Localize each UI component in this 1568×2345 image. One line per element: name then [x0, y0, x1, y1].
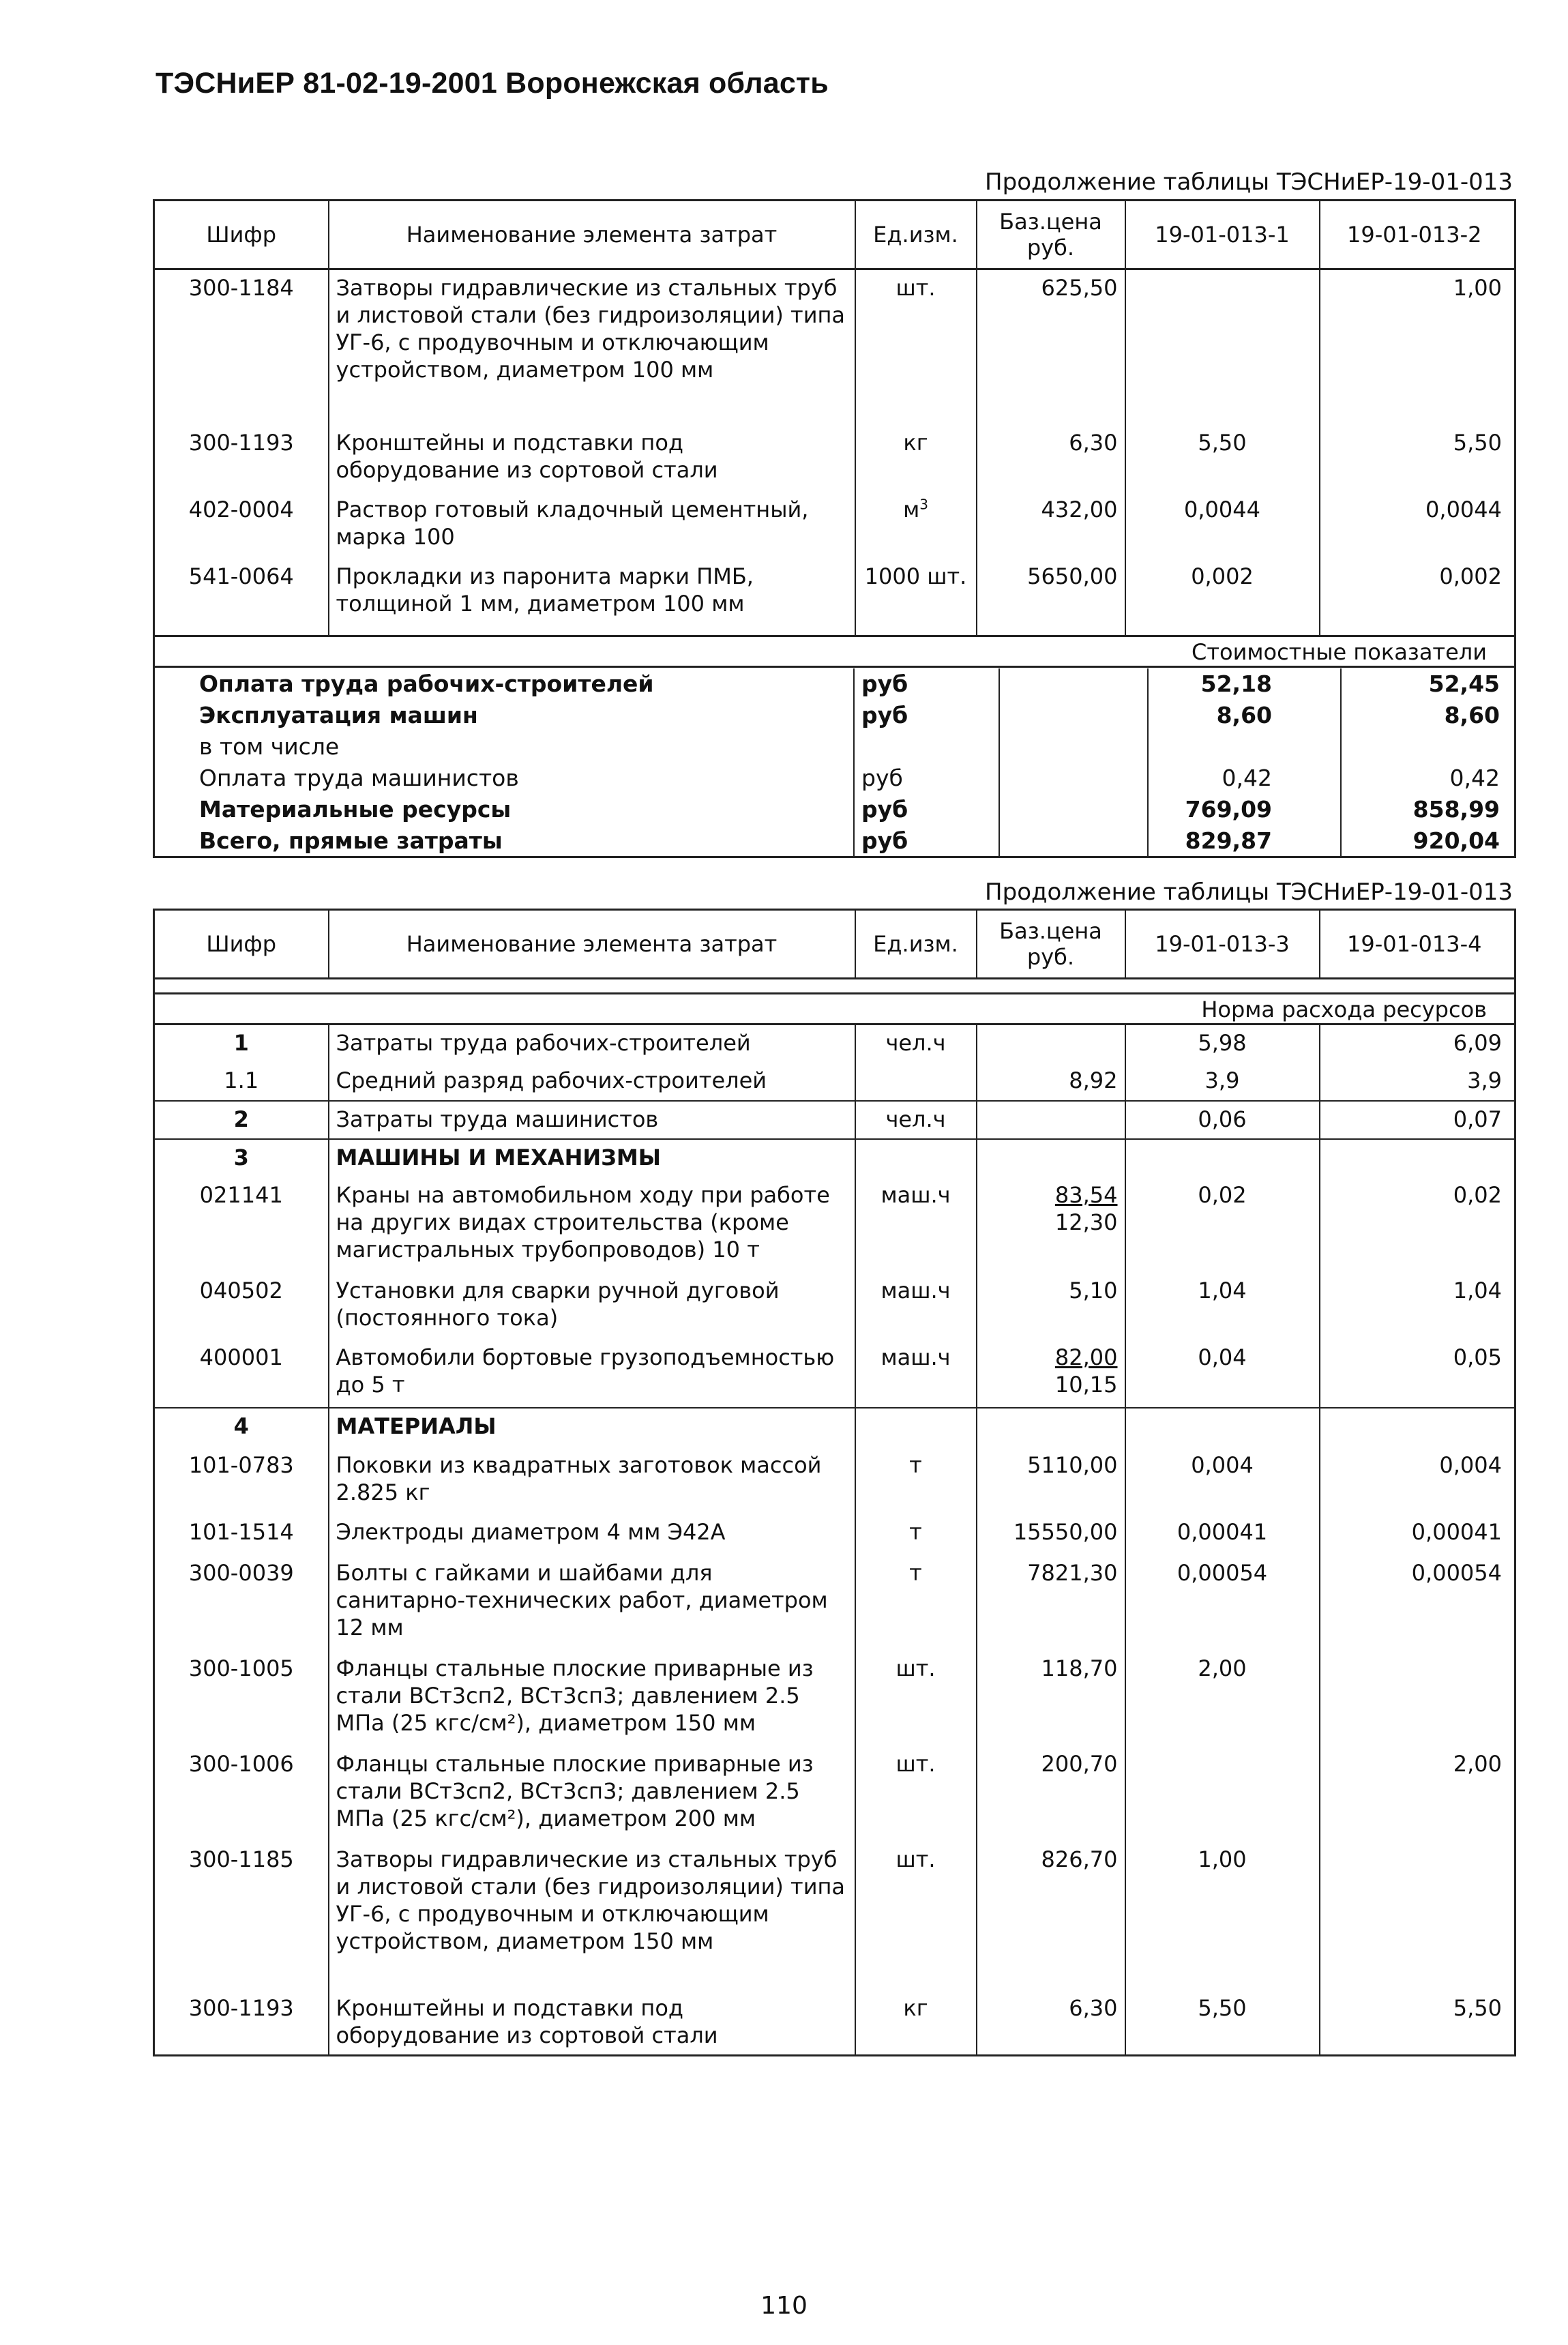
table-row [154, 1514, 1515, 1555]
cell-code: 4 [154, 1408, 329, 1447]
table-row [154, 1177, 1515, 1273]
table-row [154, 1408, 1515, 1447]
cell-code: 3 [154, 1139, 329, 1177]
table1-header-row [154, 201, 1515, 269]
summary-row [155, 668, 1512, 700]
col-code-header: Шифр [154, 910, 329, 979]
cell-code: 101-1514 [188, 1518, 294, 1545]
table-row [154, 1101, 1515, 1139]
cell-name: Средний разряд рабочих-строителей [329, 1063, 855, 1101]
cell-v1: 5,98 [1125, 1024, 1320, 1063]
table-row [154, 1746, 1515, 1842]
summary-row [155, 763, 1512, 794]
cell-v1: 0,00054 [1125, 1555, 1320, 1651]
cell-name: Раствор готовый кладочный цементный, марка 100 [329, 492, 855, 559]
spacer-cell [329, 623, 855, 636]
summary-v1: 829,87 [1148, 825, 1341, 857]
summary-v2: 52,45 [1341, 668, 1512, 700]
summary-v2: 920,04 [1341, 825, 1512, 857]
cell-code: 402-0004 [188, 496, 294, 522]
cell-price: 625,50 [977, 269, 1125, 425]
cell-code: 300-1005 [188, 1655, 294, 1681]
table-row-spacer [154, 979, 1515, 994]
cell-v2: 0,07 [1320, 1101, 1515, 1139]
cell-v1 [1125, 1408, 1320, 1447]
cell-price: 5110,00 [977, 1447, 1125, 1514]
cell-v1: 0,002 [1125, 559, 1320, 623]
cell-unit: маш.ч [855, 1340, 977, 1408]
cell-code: 1 [233, 1030, 249, 1056]
cell-unit: шт. [855, 1746, 977, 1842]
cell-v2: 1,00 [1320, 269, 1515, 425]
cell-v2: 5,50 [1320, 425, 1515, 492]
cell-code: 1.1 [224, 1067, 259, 1093]
cell-v1 [1125, 269, 1320, 425]
cell-name: Автомобили бортовые грузоподъемностью до 5 т [329, 1340, 855, 1408]
cell-name: Прокладки из паронита марки ПМБ, толщиной 1 мм, диаметром 100 мм [329, 559, 855, 623]
cell-code: 300-0039 [188, 1559, 294, 1586]
section-label: Норма расхода ресурсов [154, 994, 1515, 1024]
spacer-cell [154, 979, 1515, 994]
summary-unit: руб [854, 668, 999, 700]
summary-row [155, 731, 1512, 763]
col-code-header: Шифр [154, 201, 329, 269]
summary-v1: 52,18 [1148, 668, 1341, 700]
cell-v2: 0,002 [1320, 559, 1515, 623]
document-title: ТЭСНиЕР 81-02-19-2001 Воронежская область [156, 67, 829, 100]
cell-price: 118,70 [977, 1651, 1125, 1746]
cell-name: Поковки из квадратных заготовок массой 2.825 кг [329, 1447, 855, 1514]
summary-v1: 8,60 [1148, 700, 1341, 731]
table-row-spacer [154, 623, 1515, 636]
summary-v2 [1341, 731, 1512, 763]
table-row [154, 559, 1515, 623]
cell-price [977, 1177, 1125, 1273]
cell-v2 [1320, 1139, 1515, 1177]
cell-name: Электроды диаметром 4 мм Э42А [329, 1514, 855, 1555]
cell-name: Фланцы стальные плоские приварные из стали ВСт3сп2, ВСт3сп3; давлением 2.5 МПа (25 кгс/см²), диаметром 150 мм [329, 1651, 855, 1746]
table-row [154, 269, 1515, 425]
col-v1-header: 19-01-013-3 [1125, 910, 1320, 979]
spacer-cell [977, 623, 1125, 636]
cell-unit: маш.ч [855, 1177, 977, 1273]
cell-name: Затраты труда рабочих-строителей [329, 1024, 855, 1063]
section-bar [154, 636, 1515, 667]
table2-header-row [154, 910, 1515, 979]
summary-unit: руб [854, 700, 999, 731]
cell-code: 021141 [199, 1181, 283, 1208]
cell-price: 5,10 [977, 1273, 1125, 1340]
section-label: Стоимостные показатели [154, 636, 1515, 667]
summary-name: Оплата труда машинистов [199, 765, 519, 791]
cell-v1 [1125, 1139, 1320, 1177]
summary-v1: 0,42 [1148, 763, 1341, 794]
summary-gap [999, 825, 1148, 857]
summary-name: Всего, прямые затраты [199, 827, 503, 854]
cell-v2: 0,00041 [1320, 1514, 1515, 1555]
summary-row [155, 700, 1512, 731]
cell-code: 300-1006 [188, 1750, 294, 1777]
spacer-cell [855, 623, 977, 636]
cell-v2: 0,05 [1320, 1340, 1515, 1408]
cell-code: 2 [154, 1101, 329, 1139]
cell-v1: 1,04 [1125, 1273, 1320, 1340]
summary-table [155, 668, 1512, 857]
summary-unit [854, 731, 999, 763]
cell-v2 [1320, 1842, 1515, 1990]
cell-code: 300-1184 [188, 275, 294, 301]
cell-v1: 5,50 [1125, 1990, 1320, 2056]
col-unit-header: Ед.изм. [855, 201, 977, 269]
summary-v2: 858,99 [1341, 794, 1512, 825]
cell-price [977, 1024, 1125, 1063]
summary-v1 [1148, 731, 1341, 763]
col-price-header: Баз.цена руб. [977, 910, 1125, 979]
col-unit-header: Ед.изм. [855, 910, 977, 979]
table-row [154, 1273, 1515, 1340]
cell-unit: шт. [855, 1651, 977, 1746]
cell-v1 [1125, 1746, 1320, 1842]
cell-v1: 0,06 [1125, 1101, 1320, 1139]
cell-price: 8,92 [977, 1063, 1125, 1101]
col-price-header: Баз.цена руб. [977, 201, 1125, 269]
cell-v2: 0,0044 [1320, 492, 1515, 559]
col-v2-header: 19-01-013-4 [1320, 910, 1515, 979]
cell-name: Кронштейны и подставки под оборудование из сортовой стали [329, 1990, 855, 2056]
table-row [154, 1340, 1515, 1408]
table-row [154, 425, 1515, 492]
cell-name: МАТЕРИАЛЫ [329, 1408, 855, 1447]
cell-code: 300-1193 [188, 1994, 294, 2021]
cell-code: 541-0064 [188, 563, 294, 589]
summary-row [155, 794, 1512, 825]
col-v2-header: 19-01-013-2 [1320, 201, 1515, 269]
unit-superscript: 3 [919, 495, 928, 512]
cell-unit: чел.ч [855, 1101, 977, 1139]
table-row [154, 1842, 1515, 1990]
table2-caption: Продолжение таблицы ТЭСНиЕР-19-01-013 [985, 879, 1513, 906]
cell-name: Болты с гайками и шайбами для санитарно-технических работ, диаметром 12 мм [329, 1555, 855, 1651]
cell-v2: 6,09 [1320, 1024, 1515, 1063]
summary-v1: 769,09 [1148, 794, 1341, 825]
cell-unit: т [855, 1447, 977, 1514]
cell-code: 300-1185 [188, 1846, 294, 1872]
cell-price: 200,70 [977, 1746, 1125, 1842]
table-row [154, 1651, 1515, 1746]
cell-v2: 5,50 [1320, 1990, 1515, 2056]
summary-unit: руб [854, 794, 999, 825]
table2 [153, 909, 1516, 2056]
cell-code: 400001 [199, 1344, 283, 1370]
cell-v1: 0,004 [1125, 1447, 1320, 1514]
cell-price [977, 1139, 1125, 1177]
section-bar [154, 994, 1515, 1024]
table-row [154, 1990, 1515, 2056]
cell-price [977, 1101, 1125, 1139]
cell-unit [855, 1063, 977, 1101]
summary-gap [999, 763, 1148, 794]
summary-row [155, 825, 1512, 857]
cell-price: 432,00 [977, 492, 1125, 559]
cell-price: 5650,00 [977, 559, 1125, 623]
cell-code: 040502 [199, 1277, 283, 1303]
summary-name: Материальные ресурсы [199, 796, 512, 823]
cell-unit: чел.ч [855, 1024, 977, 1063]
cell-v2 [1320, 1651, 1515, 1746]
price-main: 83,54 [1054, 1181, 1118, 1208]
cell-name: Краны на автомобильном ходу при работе на других видах строительства (кроме магистральных трубопроводов) 10 т [329, 1177, 855, 1273]
cell-code: 300-1193 [188, 429, 294, 456]
cell-name: МАШИНЫ И МЕХАНИЗМЫ [329, 1139, 855, 1177]
cell-v1: 0,0044 [1125, 492, 1320, 559]
cell-v1: 3,9 [1125, 1063, 1320, 1101]
col-name-header: Наименование элемента затрат [329, 201, 855, 269]
summary-v2: 8,60 [1341, 700, 1512, 731]
summary-unit: руб [854, 825, 999, 857]
cell-v1: 0,00041 [1125, 1514, 1320, 1555]
summary-gap [999, 668, 1148, 700]
summary-gap [999, 794, 1148, 825]
cell-price: 15550,00 [977, 1514, 1125, 1555]
table-row [154, 1024, 1515, 1063]
cell-unit: 1000 шт. [855, 559, 977, 623]
cell-name: Затворы гидравлические из стальных труб и листовой стали (без гидроизоляции) типа УГ-6, с продувочным и отключающим устройством, диаметром 150 мм [329, 1842, 855, 1990]
cell-v2 [1320, 1408, 1515, 1447]
summary-unit: руб [854, 763, 999, 794]
cell-unit: т [855, 1555, 977, 1651]
cell-price: 6,30 [977, 425, 1125, 492]
cell-unit [855, 1139, 977, 1177]
cell-v1: 5,50 [1125, 425, 1320, 492]
cell-v2: 0,02 [1320, 1177, 1515, 1273]
cell-price: 6,30 [977, 1990, 1125, 2056]
summary-name: Эксплуатация машин [199, 702, 478, 728]
cell-v2: 0,004 [1320, 1447, 1515, 1514]
col-name-header: Наименование элемента затрат [329, 910, 855, 979]
cell-price [977, 1340, 1125, 1408]
cell-unit [855, 492, 977, 559]
summary-name: в том числе [199, 733, 340, 760]
spacer-cell [1320, 623, 1515, 636]
summary-v2: 0,42 [1341, 763, 1512, 794]
page-number: 110 [760, 2292, 808, 2320]
price-sub: 10,15 [1054, 1371, 1118, 1398]
price-main: 82,00 [1054, 1344, 1118, 1370]
cell-v1: 1,00 [1125, 1842, 1320, 1990]
cell-v2: 3,9 [1320, 1063, 1515, 1101]
cell-unit: кг [855, 1990, 977, 2056]
cell-unit: маш.ч [855, 1273, 977, 1340]
cell-name: Установки для сварки ручной дуговой (постоянного тока) [329, 1273, 855, 1340]
cell-price [977, 1408, 1125, 1447]
table-row [154, 1447, 1515, 1514]
cell-unit: шт. [855, 269, 977, 425]
spacer-cell [154, 623, 329, 636]
summary-gap [999, 700, 1148, 731]
cell-unit: т [855, 1514, 977, 1555]
cell-price: 7821,30 [977, 1555, 1125, 1651]
col-v1-header: 19-01-013-1 [1125, 201, 1320, 269]
cell-name: Затраты труда машинистов [329, 1101, 855, 1139]
table-row [154, 1063, 1515, 1101]
unit-text: м [903, 496, 920, 522]
cell-v2: 1,04 [1320, 1273, 1515, 1340]
summary-name: Оплата труда рабочих-строителей [199, 670, 654, 697]
summary-gap [999, 731, 1148, 763]
price-sub: 12,30 [1054, 1209, 1118, 1235]
cell-name: Затворы гидравлические из стальных труб и листовой стали (без гидроизоляции) типа УГ-6, с продувочным и отключающим устройством, диаметром 100 мм [329, 269, 855, 425]
cell-v1: 0,04 [1125, 1340, 1320, 1408]
cell-v1: 0,02 [1125, 1177, 1320, 1273]
cell-name: Фланцы стальные плоские приварные из стали ВСт3сп2, ВСт3сп3; давлением 2.5 МПа (25 кгс/см²), диаметром 200 мм [329, 1746, 855, 1842]
table-row [154, 1139, 1515, 1177]
cell-name: Кронштейны и подставки под оборудование из сортовой стали [329, 425, 855, 492]
cell-unit [855, 1408, 977, 1447]
cell-v1: 2,00 [1125, 1651, 1320, 1746]
cell-v2: 0,00054 [1320, 1555, 1515, 1651]
cell-v2: 2,00 [1320, 1746, 1515, 1842]
table1-caption: Продолжение таблицы ТЭСНиЕР-19-01-013 [985, 168, 1513, 196]
cell-code: 101-0783 [188, 1451, 294, 1478]
cell-price: 826,70 [977, 1842, 1125, 1990]
cell-unit: шт. [855, 1842, 977, 1990]
table-row [154, 492, 1515, 559]
cell-unit: кг [855, 425, 977, 492]
table-row [154, 1555, 1515, 1651]
spacer-cell [1125, 623, 1320, 636]
